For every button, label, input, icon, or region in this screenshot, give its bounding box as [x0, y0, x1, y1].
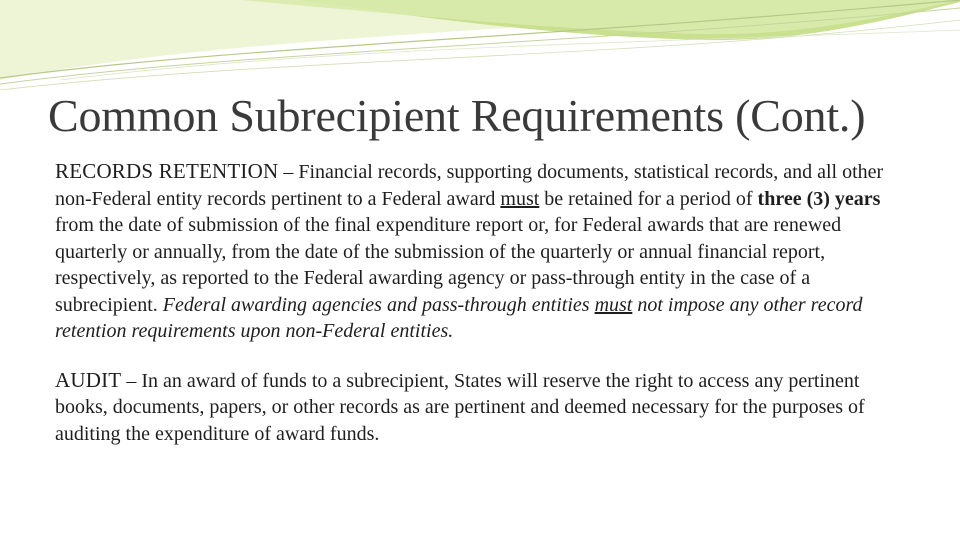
- audit-dash: –: [121, 369, 142, 392]
- records-italic-1: Federal awarding agencies and pass-through entities: [162, 293, 595, 316]
- audit-paragraph: [55, 367, 915, 448]
- records-must-italic-underlined: must: [594, 293, 633, 316]
- slide-body: [55, 158, 915, 447]
- records-text-3: from the date of submission of the final expenditure report or, for Federal awards that are renewed quarterly or annually, from the date of the submission of the quarterly or annual financial report, respectively, as reported to the Federal awarding agency or pass-through entity in the case of a subrecipient.: [55, 214, 842, 316]
- records-text-1: Financial records, supporting documents, statistical records, and all other non-Federal entity records pertinent to a Federal award: [55, 161, 884, 210]
- records-retention-label: RECORDS RETENTION: [55, 159, 279, 183]
- records-text-2: be retained for a period of: [539, 187, 758, 210]
- records-retention-paragraph: [55, 158, 915, 345]
- slide-title: Common Subrecipient Requirements (Cont.): [48, 90, 866, 141]
- audit-label: AUDIT: [55, 367, 122, 392]
- records-dash: –: [278, 161, 299, 183]
- audit-text: In an award of funds to a subrecipient, States will reserve the right to access any pertinent books, documents, papers, or other records as are pertinent and deemed necessary for the purposes of auditing the expenditure of award funds.: [55, 369, 865, 445]
- records-must-underlined: must: [500, 187, 540, 210]
- records-three-years-bold: three (3) years: [757, 187, 881, 210]
- records-italic-2: not impose any other record retention requirements upon non-Federal entities.: [55, 293, 863, 342]
- decorative-header-swoosh: [0, 0, 960, 100]
